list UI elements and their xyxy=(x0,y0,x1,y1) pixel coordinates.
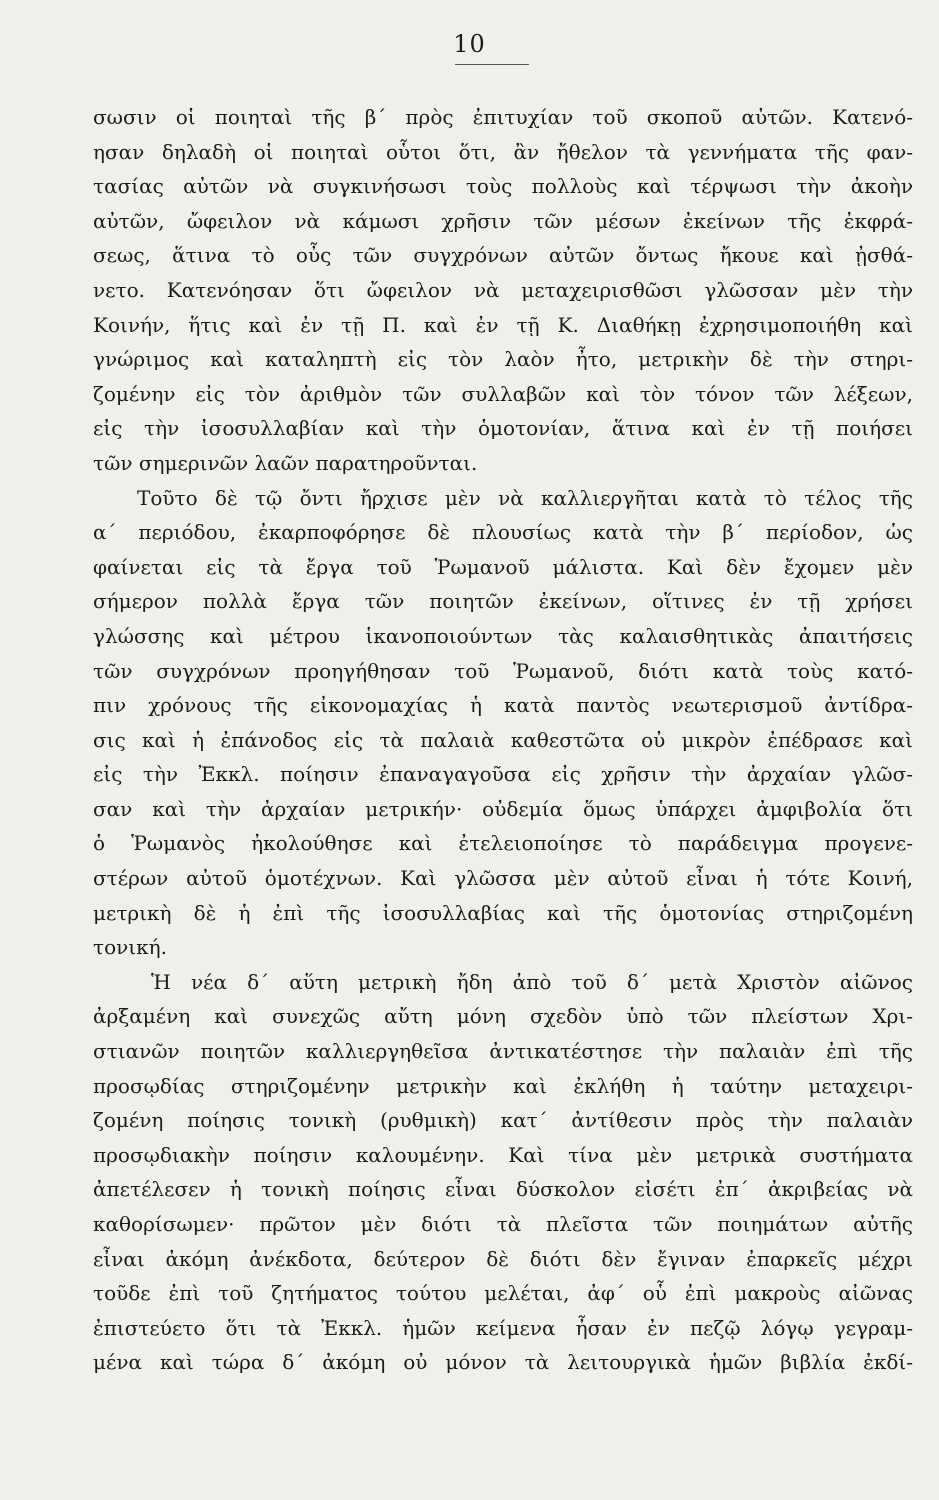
text-line: εἰς τὴν ἰσοσυλλαβίαν καὶ τὴν ὁμοτονίαν, ἅτινα καὶ ἐν τῇ ποιήσει xyxy=(93,416,913,441)
text-line: προσῳδίας στηριζομένην μετρικὴν καὶ ἐκλήθη ἡ ταύτην μεταχειρι- xyxy=(93,1073,913,1098)
text-line: Ἡ νέα δ΄ αὕτη μετρικὴ ἤδη ἀπὸ τοῦ δ΄ μετὰ Χριστὸν αἰῶνος xyxy=(151,969,913,994)
text-line: μετρικὴ δὲ ἡ ἐπὶ τῆς ἰσοσυλλαβίας καὶ τῆς ὁμοτονίας στηριζομένη xyxy=(93,900,913,925)
text-line: ὁ Ῥωμανὸς ἠκολούθησε καὶ ἐτελειοποίησε τὸ παράδειγμα προγενε- xyxy=(93,831,913,856)
text-line: σωσιν οἱ ποιηταὶ τῆς β΄ πρὸς ἐπιτυχίαν τοῦ σκοποῦ αὐτῶν. Κατενό- xyxy=(93,105,913,129)
text-line: προσῳδιακὴν ποίησιν καλουμένην. Καὶ τίνα μὲν μετρικὰ συστήματα xyxy=(93,1142,913,1167)
text-line: ησαν δηλαδὴ οἱ ποιηταὶ οὗτοι ὅτι, ἂν ἤθελον τὰ γεννήματα τῆς φαν- xyxy=(93,139,913,164)
text-line: γλώσσης καὶ μέτρου ἱκανοποιούντων τὰς καλαισθητικὰς ἀπαιτήσεις xyxy=(93,623,913,648)
text-line: ζομένη ποίησις τονικὴ (ρυθμικὴ) κατ΄ ἀντίθεσιν πρὸς τὴν παλαιὰν xyxy=(93,1108,913,1133)
text-line: αὐτῶν, ὤφειλον νὰ κάμωσι χρῆσιν τῶν μέσων ἐκείνων τῆς ἐκφρά- xyxy=(93,208,913,233)
text-line: Κοινήν, ἥτις καὶ ἐν τῇ Π. καὶ ἐν τῇ Κ. Διαθήκῃ ἐχρησιμοποιήθη καὶ xyxy=(93,312,913,337)
text-line: σήμερον πολλὰ ἔργα τῶν ποιητῶν ἐκείνων, οἵτινες ἐν τῇ χρήσει xyxy=(93,589,913,614)
text-line: τῶν συγχρόνων προηγήθησαν τοῦ Ῥωμανοῦ, διότι κατὰ τοὺς κατό- xyxy=(93,658,913,683)
text-line: εἶναι ἀκόμη ἀνέκδοτα, δεύτερον δὲ διότι δὲν ἔγιναν ἐπαρκεῖς μέχρι xyxy=(93,1246,913,1271)
text-line: ἀπετέλεσεν ἡ τονικὴ ποίησις εἶναι δύσκολον εἰσέτι ἐπ΄ ἀκριβείας νὰ xyxy=(93,1177,913,1202)
text-line: σαν καὶ τὴν ἀρχαίαν μετρικήν· οὐδεμία ὅμως ὑπάρχει ἀμφιβολία ὅτι xyxy=(93,796,913,821)
text-line: νετο. Κατενόησαν ὅτι ὤφειλον νὰ μεταχειρισθῶσι γλῶσσαν μὲν τὴν xyxy=(93,277,913,302)
text-line: μένα καὶ τώρα δ΄ ἀκόμη οὐ μόνον τὰ λειτουργικὰ ἡμῶν βιβλία ἐκδί- xyxy=(93,1350,913,1375)
text-line: ἐπιστεύετο ὅτι τὰ Ἐκκλ. ἡμῶν κείμενα ἦσαν ἐν πεζῷ λόγῳ γεγραμ- xyxy=(93,1315,913,1340)
text-line: ἀρξαμένη καὶ συνεχῶς αὔτη μόνη σχεδὸν ὑπὸ τῶν πλείστων Χρι- xyxy=(93,1004,913,1029)
text-line: τονική. xyxy=(93,935,167,960)
text-line: σεως, ἅτινα τὸ οὖς τῶν συγχρόνων αὐτῶν ὄντως ἤκουε καὶ ᾐσθά- xyxy=(93,243,913,268)
text-line: πιν χρόνους τῆς εἰκονομαχίας ἡ κατὰ παντὸς νεωτερισμοῦ ἀντίδρα- xyxy=(93,693,913,718)
text-line: εἰς τὴν Ἐκκλ. ποίησιν ἐπαναγαγοῦσα εἰς χρῆσιν τὴν ἀρχαίαν γλῶσ- xyxy=(93,762,913,787)
text-line: α΄ περιόδου, ἐκαρποφόρησε δὲ πλουσίως κατὰ τὴν β΄ περίοδον, ὡς xyxy=(93,520,913,545)
text-line: τῶν σημερινῶν λαῶν παρατηροῦνται. xyxy=(93,450,478,475)
text-line: τοῦδε ἐπὶ τοῦ ζητήματος τούτου μελέται, ἀφ΄ οὗ ἐπὶ μακροὺς αἰῶνας xyxy=(93,1281,913,1306)
text-line: ζομένην εἰς τὸν ἀριθμὸν τῶν συλλαβῶν καὶ τὸν τόνον τῶν λέξεων, xyxy=(93,381,913,406)
page-number-rule xyxy=(455,64,529,65)
text-line: Τοῦτο δὲ τῷ ὄντι ἤρχισε μὲν νὰ καλλιεργῆται κατὰ τὸ τέλος τῆς xyxy=(137,485,913,510)
body-text xyxy=(93,100,913,1380)
text-line: γνώριμος καὶ καταληπτὴ εἰς τὸν λαὸν ἦτο, μετρικὴν δὲ τὴν στηρι- xyxy=(93,347,913,372)
text-line: στιανῶν ποιητῶν καλλιεργηθεῖσα ἀντικατέστησε τὴν παλαιὰν ἐπὶ τῆς xyxy=(93,1039,913,1064)
text-line: σις καὶ ἡ ἐπάνοδος εἰς τὰ παλαιὰ καθεστῶτα οὐ μικρὸν ἐπέδρασε καὶ xyxy=(93,727,913,752)
page-number: 10 xyxy=(453,30,486,58)
text-line: καθορίσωμεν· πρῶτον μὲν διότι τὰ πλεῖστα τῶν ποιημάτων αὐτῆς xyxy=(93,1212,913,1236)
text-line: τασίας αὐτῶν νὰ συγκινήσωσι τοὺς πολλοὺς καὶ τέρψωσι τὴν ἀκοὴν xyxy=(93,174,913,199)
text-line: φαίνεται εἰς τὰ ἔργα τοῦ Ῥωμανοῦ μάλιστα. Καὶ δὲν ἔχομεν μὲν xyxy=(93,554,913,579)
text-line: στέρων αὐτοῦ ὁμοτέχνων. Καὶ γλῶσσα μὲν αὐτοῦ εἶναι ἡ τότε Κοινή, xyxy=(93,866,913,891)
